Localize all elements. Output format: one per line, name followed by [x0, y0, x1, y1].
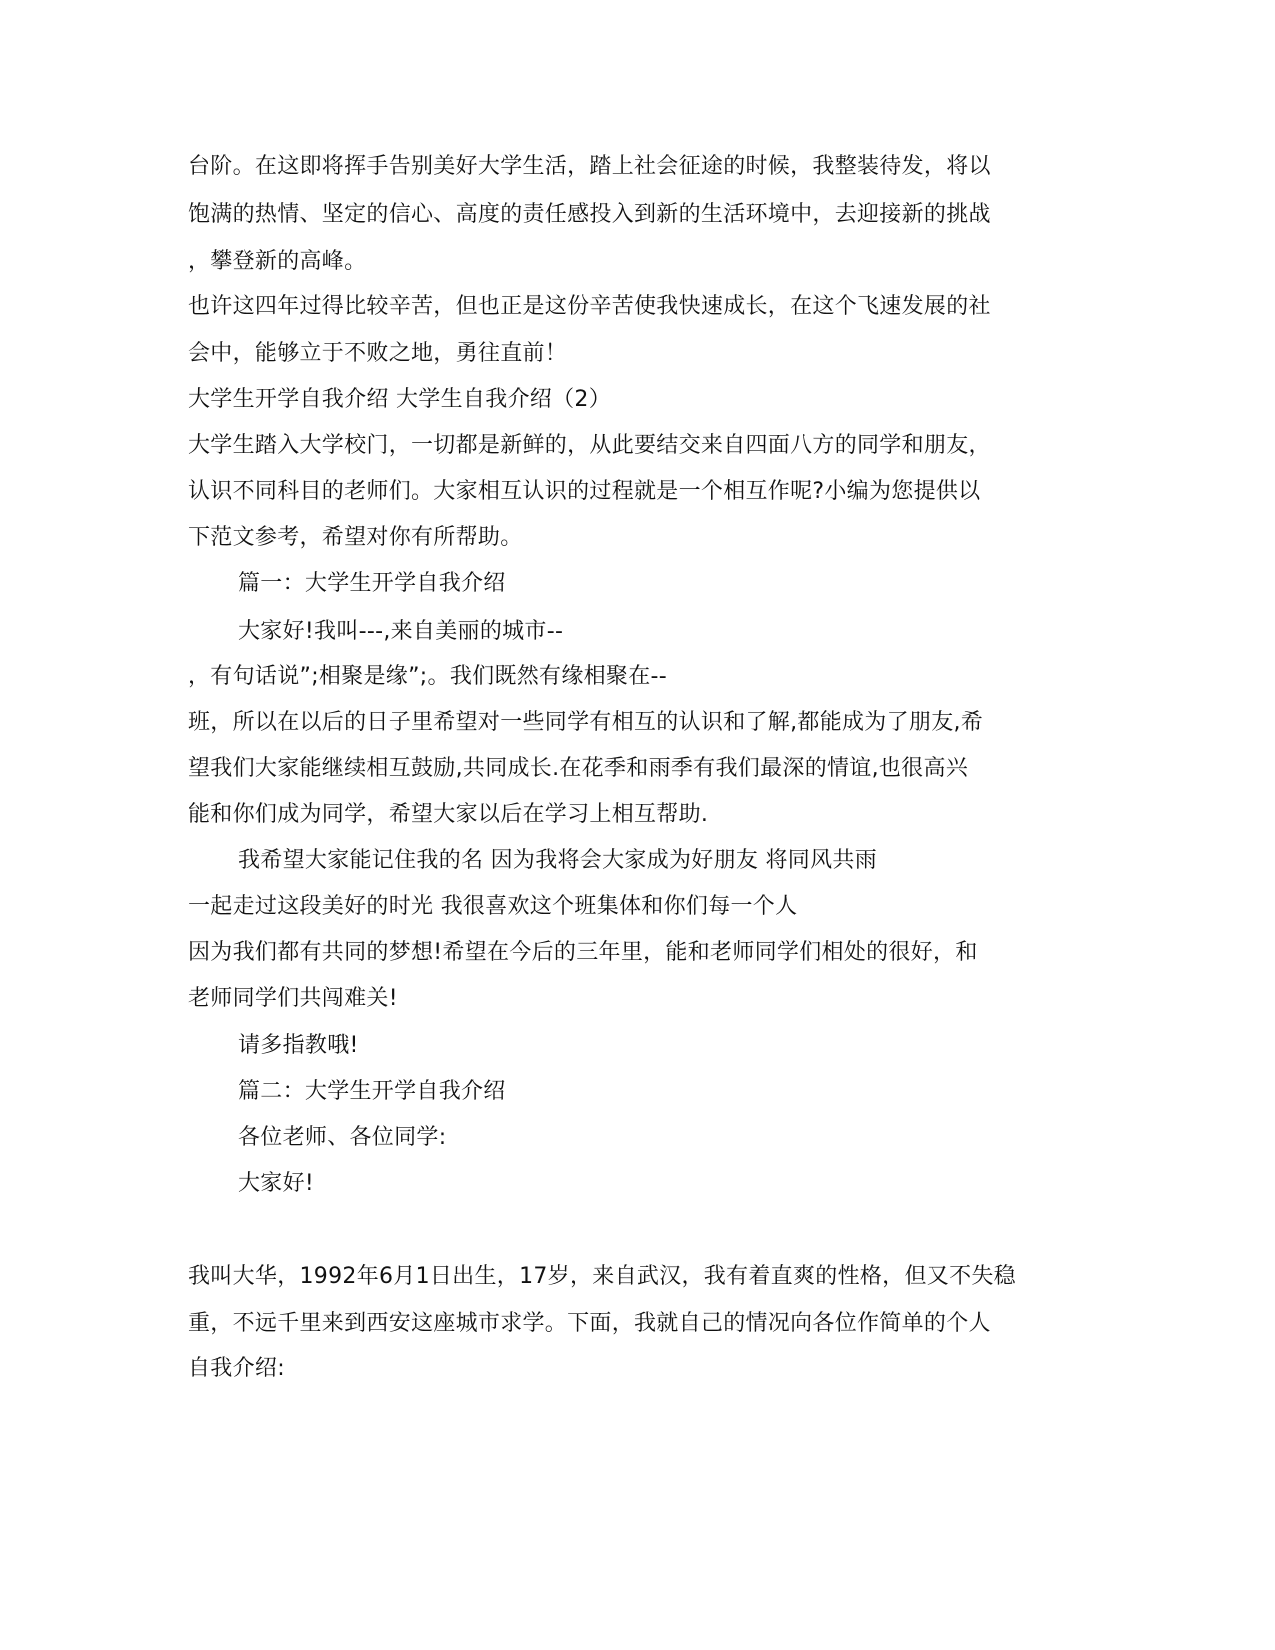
paragraph-line: 会中，能够立于不败之地，勇往直前！ [188, 341, 568, 366]
article-title: 篇二：大学生开学自我介绍 [238, 1079, 506, 1104]
paragraph-line: 请多指教哦! [238, 1033, 359, 1058]
paragraph-line: 老师同学们共闯难关! [188, 986, 398, 1011]
paragraph-line: 也许这四年过得比较辛苦，但也正是这份辛苦使我快速成长，在这个飞速发展的社 [188, 294, 991, 319]
article-title: 篇一：大学生开学自我介绍 [238, 571, 506, 596]
paragraph-line: ，有句话说”;相聚是缘”;。我们既然有缘相聚在-- [188, 664, 667, 689]
section-heading: 大学生开学自我介绍 大学生自我介绍（2） [188, 387, 611, 412]
paragraph-line: 望我们大家能继续相互鼓励,共同成长.在花季和雨季有我们最深的情谊,也很高兴 [188, 756, 969, 781]
paragraph-line: 自我介绍: [188, 1356, 285, 1381]
paragraph-line: 饱满的热情、坚定的信心、高度的责任感投入到新的生活环境中，去迎接新的挑战 [188, 202, 991, 227]
paragraph-line: 班，所以在以后的日子里希望对一些同学有相互的认识和了解,都能成为了朋友,希 [188, 710, 984, 735]
paragraph-line: 认识不同科目的老师们。大家相互认识的过程就是一个相互作呢?小编为您提供以 [188, 479, 981, 504]
paragraph-line: 台阶。在这即将挥手告别美好大学生活，踏上社会征途的时候，我整装待发，将以 [188, 154, 991, 179]
paragraph-line: 我叫大华，1992年6月1日出生，17岁，来自武汉，我有着直爽的性格，但又不失稳 [188, 1264, 1016, 1289]
paragraph-line: 下范文参考，希望对你有所帮助。 [188, 525, 523, 550]
paragraph-line: 大学生踏入大学校门，一切都是新鲜的，从此要结交来自四面八方的同学和朋友， [188, 433, 991, 458]
paragraph-line: 大家好! [238, 1171, 315, 1196]
paragraph-line: 能和你们成为同学，希望大家以后在学习上相互帮助. [188, 802, 709, 827]
paragraph-line: 一起走过这段美好的时光 我很喜欢这个班集体和你们每一个人 [188, 894, 798, 919]
paragraph-line: ，攀登新的高峰。 [188, 249, 367, 274]
paragraph-line: 重，不远千里来到西安这座城市求学。下面，我就自己的情况向各位作简单的个人 [188, 1311, 991, 1336]
paragraph-line: 大家好!我叫---,来自美丽的城市-- [238, 619, 564, 644]
paragraph-line: 因为我们都有共同的梦想!希望在今后的三年里，能和老师同学们相处的很好，和 [188, 940, 978, 965]
paragraph-line: 各位老师、各位同学: [238, 1125, 447, 1150]
paragraph-line: 我希望大家能记住我的名 因为我将会大家成为好朋友 将同风共雨 [238, 848, 877, 873]
